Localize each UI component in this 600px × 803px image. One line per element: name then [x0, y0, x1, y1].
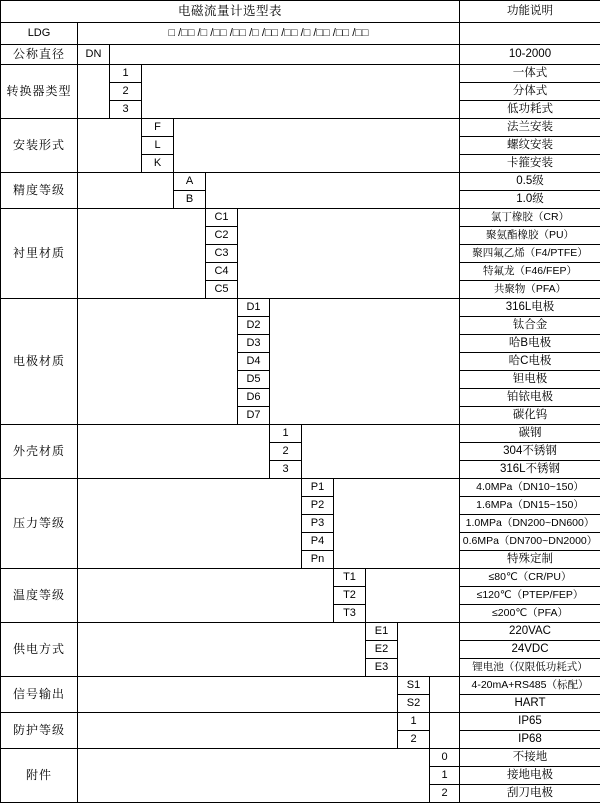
- desc-signal-s1: 4-20mA+RS485（标配）: [460, 677, 600, 695]
- row-label-pressure: 压力等级: [1, 479, 78, 569]
- spacer-cell: [78, 479, 302, 569]
- code-converter-1: 1: [110, 65, 142, 83]
- spacer-cell: [334, 479, 460, 569]
- code-lining-c2: C2: [206, 227, 238, 245]
- desc-install-k: 卡箍安装: [460, 155, 600, 173]
- desc-electrode-d4: 哈C电极: [460, 353, 600, 371]
- code-accuracy-b: B: [174, 191, 206, 209]
- code-power-e2: E2: [366, 641, 398, 659]
- desc-converter-1: 一体式: [460, 65, 600, 83]
- code-electrode-d3: D3: [238, 335, 270, 353]
- code-protection-2: 2: [398, 731, 430, 749]
- desc-electrode-d1: 316L电极: [460, 299, 600, 317]
- spacer-cell: [78, 209, 206, 299]
- code-install-f: F: [142, 119, 174, 137]
- code-electrode-d7: D7: [238, 407, 270, 425]
- desc-protection-1: IP65: [460, 713, 600, 731]
- model-code-desc-blank: [460, 23, 600, 45]
- spacer-cell: [78, 677, 398, 713]
- desc-accuracy-b: 1.0级: [460, 191, 600, 209]
- spacer-cell: [78, 623, 366, 677]
- desc-housing-2: 304不锈钢: [460, 443, 600, 461]
- code-temperature-t3: T3: [334, 605, 366, 623]
- desc-install-l: 螺纹安装: [460, 137, 600, 155]
- desc-lining-c1: 氯丁橡胶（CR）: [460, 209, 600, 227]
- desc-lining-c4: 特氟龙（F46/FEP）: [460, 263, 600, 281]
- spacer-cell: [78, 119, 142, 173]
- code-temperature-t2: T2: [334, 587, 366, 605]
- code-dn: DN: [78, 45, 110, 65]
- desc-accessory-0: 不接地: [460, 749, 600, 767]
- row-signal-1: [1, 677, 600, 695]
- desc-pressure-p2: 1.6MPa（DN15~150）: [460, 497, 600, 515]
- code-pressure-p1: P1: [302, 479, 334, 497]
- spacer-cell: [430, 713, 460, 749]
- desc-electrode-d3: 哈B电极: [460, 335, 600, 353]
- desc-accuracy-a: 0.5级: [460, 173, 600, 191]
- desc-converter-2: 分体式: [460, 83, 600, 101]
- spacer-cell: [78, 65, 110, 119]
- row-accuracy-1: [1, 173, 600, 191]
- row-install-type-1: [1, 119, 600, 137]
- code-accessory-2: 2: [430, 785, 460, 803]
- desc-lining-c5: 共聚物（PFA）: [460, 281, 600, 299]
- desc-housing-3: 316L不锈钢: [460, 461, 600, 479]
- code-electrode-d4: D4: [238, 353, 270, 371]
- spacer-cell: [206, 173, 460, 209]
- spacer-cell: [78, 569, 334, 623]
- row-protection-1: [1, 713, 600, 731]
- code-lining-c4: C4: [206, 263, 238, 281]
- code-electrode-d1: D1: [238, 299, 270, 317]
- spacer-cell: [302, 425, 460, 479]
- row-label-electrode: 电极材质: [1, 299, 78, 425]
- spacer-cell: [142, 65, 460, 119]
- row-label-converter-type: 转换器类型: [1, 65, 78, 119]
- code-accessory-1: 1: [430, 767, 460, 785]
- desc-converter-3: 低功耗式: [460, 101, 600, 119]
- desc-lining-c3: 聚四氟乙烯（F4/PTFE）: [460, 245, 600, 263]
- row-label-install-type: 安装形式: [1, 119, 78, 173]
- row-label-accessory: 附件: [1, 749, 78, 803]
- code-power-e3: E3: [366, 659, 398, 677]
- spacer-cell: [78, 173, 174, 209]
- code-housing-3: 3: [270, 461, 302, 479]
- row-lining-1: [1, 209, 600, 227]
- row-label-nominal-diameter: 公称直径: [1, 45, 78, 65]
- code-temperature-t1: T1: [334, 569, 366, 587]
- code-pressure-p3: P3: [302, 515, 334, 533]
- desc-electrode-d2: 钛合金: [460, 317, 600, 335]
- spacer-cell: [78, 749, 430, 803]
- model-prefix: LDG: [1, 23, 78, 45]
- code-signal-s1: S1: [398, 677, 430, 695]
- spacer-cell: [398, 623, 460, 677]
- model-code-string: □ /□□ /□ /□□ /□□ /□ /□□ /□□ /□ /□□ /□□ /□□: [78, 23, 460, 45]
- code-lining-c5: C5: [206, 281, 238, 299]
- code-electrode-d5: D5: [238, 371, 270, 389]
- spacer-cell: [110, 45, 460, 65]
- desc-electrode-d6: 铂铱电极: [460, 389, 600, 407]
- row-pressure-1: [1, 479, 600, 497]
- code-electrode-d2: D2: [238, 317, 270, 335]
- spacer-cell: [78, 713, 398, 749]
- row-label-protection: 防护等级: [1, 713, 78, 749]
- spacer-cell: [78, 425, 270, 479]
- code-protection-1: 1: [398, 713, 430, 731]
- row-housing-1: [1, 425, 600, 443]
- desc-power-e3: 锂电池（仅限低功耗式）: [460, 659, 600, 677]
- spacer-cell: [366, 569, 460, 623]
- code-accessory-0: 0: [430, 749, 460, 767]
- desc-pressure-pn: 特殊定制: [460, 551, 600, 569]
- desc-pressure-p1: 4.0MPa（DN10~150）: [460, 479, 600, 497]
- code-pressure-p2: P2: [302, 497, 334, 515]
- spacer-cell: [270, 299, 460, 425]
- row-label-power: 供电方式: [1, 623, 78, 677]
- code-install-k: K: [142, 155, 174, 173]
- row-label-signal: 信号输出: [1, 677, 78, 713]
- desc-pressure-p3: 1.0MPa（DN200~DN600）: [460, 515, 600, 533]
- spacer-cell: [174, 119, 460, 173]
- desc-lining-c2: 聚氨酯橡胶（PU）: [460, 227, 600, 245]
- desc-electrode-d5: 钽电极: [460, 371, 600, 389]
- desc-electrode-d7: 碳化钨: [460, 407, 600, 425]
- function-description-header: 功能说明: [460, 1, 600, 23]
- desc-temperature-t2: ≤120℃（PTEP/FEP）: [460, 587, 600, 605]
- spacer-cell: [78, 299, 238, 425]
- row-label-temperature: 温度等级: [1, 569, 78, 623]
- row-label-housing: 外壳材质: [1, 425, 78, 479]
- code-pressure-p4: P4: [302, 533, 334, 551]
- code-pressure-pn: Pn: [302, 551, 334, 569]
- row-label-accuracy: 精度等级: [1, 173, 78, 209]
- desc-protection-2: IP68: [460, 731, 600, 749]
- code-accuracy-a: A: [174, 173, 206, 191]
- code-converter-2: 2: [110, 83, 142, 101]
- code-power-e1: E1: [366, 623, 398, 641]
- desc-accessory-1: 接地电极: [460, 767, 600, 785]
- desc-pressure-p4: 0.6MPa（DN700~DN2000）: [460, 533, 600, 551]
- desc-temperature-t3: ≤200℃（PFA）: [460, 605, 600, 623]
- code-lining-c3: C3: [206, 245, 238, 263]
- desc-dn-range: 10-2000: [460, 45, 600, 65]
- code-converter-3: 3: [110, 101, 142, 119]
- row-temperature-1: [1, 569, 600, 587]
- row-accessory-1: [1, 749, 600, 767]
- desc-housing-1: 碳钢: [460, 425, 600, 443]
- desc-accessory-2: 刮刀电极: [460, 785, 600, 803]
- code-lining-c1: C1: [206, 209, 238, 227]
- desc-install-f: 法兰安装: [460, 119, 600, 137]
- desc-signal-s2: HART: [460, 695, 600, 713]
- row-electrode-1: [1, 299, 600, 317]
- chart-title: 电磁流量计选型表: [1, 1, 460, 23]
- row-nominal-diameter: [1, 45, 600, 65]
- row-power-1: [1, 623, 600, 641]
- spacer-cell: [238, 209, 460, 299]
- code-signal-s2: S2: [398, 695, 430, 713]
- desc-power-e2: 24VDC: [460, 641, 600, 659]
- title-row: [1, 1, 600, 23]
- model-code-row: [1, 23, 600, 45]
- code-electrode-d6: D6: [238, 389, 270, 407]
- row-label-lining: 衬里材质: [1, 209, 78, 299]
- desc-temperature-t1: ≤80℃（CR/PU）: [460, 569, 600, 587]
- row-converter-type-1: [1, 65, 600, 83]
- desc-power-e1: 220VAC: [460, 623, 600, 641]
- code-housing-1: 1: [270, 425, 302, 443]
- code-housing-2: 2: [270, 443, 302, 461]
- spacer-cell: [430, 677, 460, 713]
- code-install-l: L: [142, 137, 174, 155]
